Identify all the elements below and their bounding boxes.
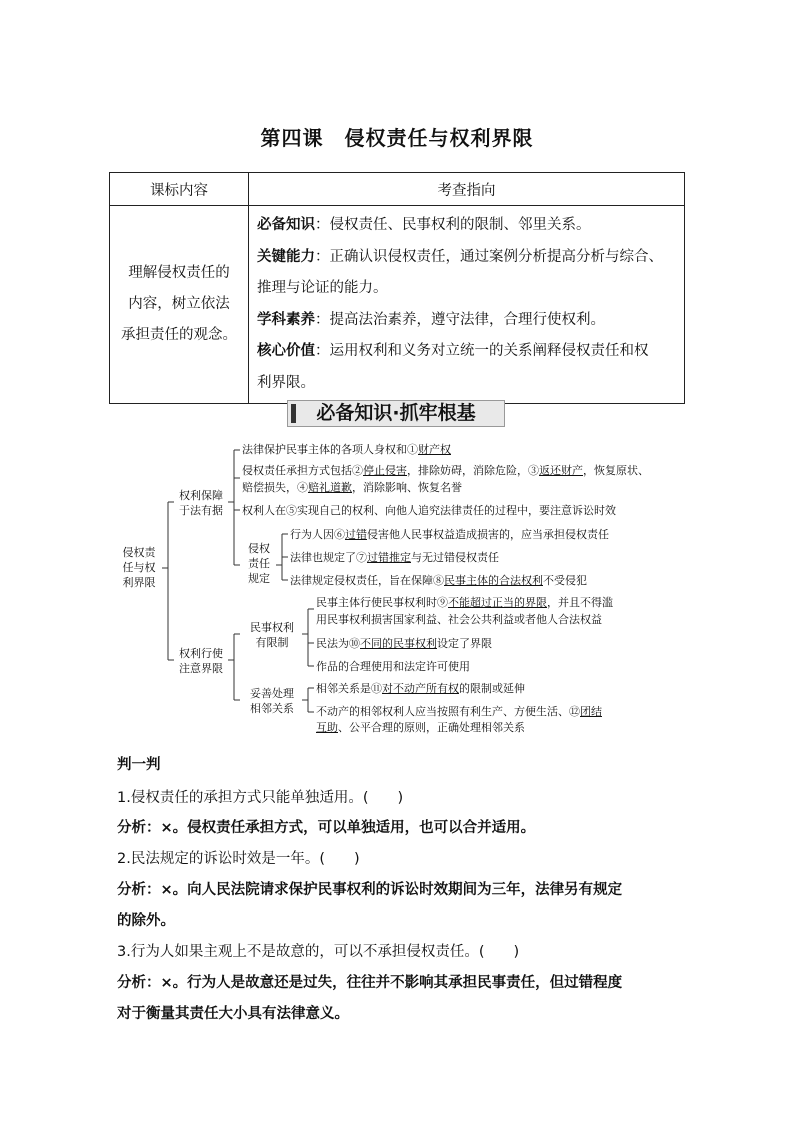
branch-rights-protection-line-2: 于法有据 <box>179 504 223 517</box>
answer-2-line-1: 分析：×。向人民法院请求保护民事权利的诉讼时效期间为三年，法律另有规定 <box>117 882 623 898</box>
s2-item-1-cont: 用民事权利损害国家利益、社会公共利益或者他人合法权益 <box>316 613 602 626</box>
s3-item-2-answer-a: 团结 <box>580 705 602 718</box>
ability-line <box>257 242 676 274</box>
table-header-row <box>110 173 685 206</box>
s1-item-2 <box>290 550 499 565</box>
sub-rights-restricted <box>242 620 302 650</box>
s1-item-3-text-a: 法律规定侵权责任，旨在保障⑧ <box>290 574 444 587</box>
sub-tort-rules-line-2: 责任 <box>248 557 270 570</box>
root-node <box>116 545 162 590</box>
ability-text: ：正确认识侵权责任，通过案例分析提高分析与综合、 <box>315 248 663 265</box>
connector-sub3-ticks <box>308 688 314 712</box>
standard-line-1: 理解侵权责任的 <box>128 265 230 281</box>
mind-map <box>110 432 690 742</box>
curriculum-table <box>109 172 685 404</box>
sub-tort-rules-line-1: 侵权 <box>248 542 270 555</box>
value-label: 核心价值 <box>257 343 315 359</box>
value-line-2: 利界限。 <box>257 374 315 391</box>
section-banner <box>287 400 505 427</box>
s1-item-2-text-a: 法律也规定了⑦ <box>290 551 367 564</box>
b1-item-1-text: 法律保护民事主体的各项人身权和① <box>242 443 418 456</box>
b1-item-1-answer: 财产权 <box>418 443 451 456</box>
s2-item-1-text-a: 民事主体行使民事权利时⑨ <box>316 596 448 609</box>
question-1: 1.侵权责任的承担方式只能单独适用。( ) <box>117 790 404 806</box>
b1-item-2 <box>242 463 649 478</box>
s3-item-2-cont <box>316 720 525 735</box>
s1-item-2-text-b: 与无过错侵权责任 <box>411 551 499 564</box>
root-line-1: 侵权责 <box>122 546 156 559</box>
b1-item-2-answer-2: 返还财产 <box>539 464 583 477</box>
b1-item-2-text-a: 侵权责任承担方式包括② <box>242 464 363 477</box>
s2-item-2-text-a: 民法为⑩ <box>316 637 360 650</box>
connector-b2-ticks <box>234 634 240 700</box>
knowledge-label: 必备知识 <box>257 217 315 233</box>
s3-item-2-answer-b: 互助 <box>316 721 338 734</box>
b1-item-2-answer-1: 停止侵害 <box>363 464 407 477</box>
standard-content <box>110 206 249 404</box>
connector-l1-ticks <box>168 502 174 660</box>
sub-rights-restricted-line-1: 民事权利 <box>250 621 294 634</box>
question-2: 2.民法规定的诉讼时效是一年。( ) <box>117 851 360 867</box>
s3-item-1-text-a: 相邻关系是⑪ <box>316 682 382 695</box>
knowledge-text: ：侵权责任、民事权利的限制、邻里关系。 <box>315 217 591 233</box>
s1-item-1 <box>290 527 609 542</box>
banner-text: 必备知识·抓牢根基 <box>316 402 476 424</box>
page-title: 第四课 侵权责任与权利界限 <box>260 126 534 150</box>
value-text: ：运用权利和义务对立统一的关系阐释侵权责任和权 <box>315 343 649 359</box>
s3-item-2 <box>316 704 602 719</box>
b1-item-2-cont <box>242 480 462 495</box>
s2-item-2-text-b: 设定了界限 <box>437 637 492 650</box>
ability-label: 关键能力 <box>257 248 315 265</box>
s3-item-2-text-b: 、公平合理的原则，正确处理相邻关系 <box>338 721 525 734</box>
value-line <box>257 336 676 368</box>
root-line-2: 任与权 <box>122 561 156 574</box>
b1-item-2-text-b: ，排除妨碍，消除危险，③ <box>407 464 539 477</box>
branch-rights-protection-line-1: 权利保障 <box>179 489 223 502</box>
s1-item-3-answer: 民事主体的合法权利 <box>444 574 543 587</box>
b1-item-3-answer: 赔礼道歉 <box>308 481 352 494</box>
answer-1: 分析：×。侵权责任承担方式，可以单独适用，也可以合并适用。 <box>117 820 536 836</box>
literacy-label: 学科素养 <box>257 311 315 328</box>
judge-heading: 判一判 <box>117 757 161 773</box>
answer-2-line-2: 的除外。 <box>117 913 175 929</box>
s2-item-2 <box>316 636 492 651</box>
s2-item-1 <box>316 595 613 610</box>
branch-rights-protection <box>174 488 228 518</box>
s3-item-1-answer: 对不动产所有权 <box>382 682 459 695</box>
answer-3-line-1: 分析：×。行为人是故意还是过失，往往并不影响其承担民事责任，但过错程度 <box>117 975 623 991</box>
s1-item-2-answer: 过错推定 <box>367 551 411 564</box>
sub-neighbor-relations-line-1: 妥善处理 <box>250 687 294 700</box>
connector-sub2-ticks <box>308 609 314 666</box>
standard-line-2: 内容，树立依法 <box>128 296 230 312</box>
answer-3-line-2: 对于衡量其责任大小具有法律意义。 <box>117 1006 349 1022</box>
s1-item-1-text-b: 侵害他人民事权益造成损害的，应当承担侵权责任 <box>367 528 609 541</box>
s1-item-3 <box>290 573 587 588</box>
b1-item-3: 权利人在⑤实现自己的权利、向他人追究法律责任的过程中，要注意诉讼时效 <box>242 504 616 517</box>
s3-item-1-text-b: 的限制或延伸 <box>459 682 525 695</box>
s1-item-1-answer: 过错 <box>345 528 367 541</box>
b1-item-3-text-a: 赔偿损失，④ <box>242 481 308 494</box>
branch-rights-limits-line-1: 权利行使 <box>179 647 223 660</box>
s1-item-1-text-a: 行为人因⑥ <box>290 528 345 541</box>
header-focus: 考查指向 <box>249 173 685 206</box>
sub-neighbor-relations <box>242 686 302 716</box>
literacy-text: ：提高法治素养，遵守法律，合理行使权利。 <box>315 311 605 328</box>
sub-tort-rules-line-3: 规定 <box>248 572 270 585</box>
s3-item-2-text-a: 不动产的相邻权利人应当按照有利生产、方便生活、⑫ <box>316 705 580 718</box>
root-line-3: 利界限 <box>122 576 156 589</box>
header-standard: 课标内容 <box>110 173 249 206</box>
s3-item-1 <box>316 681 525 696</box>
b1-item-1 <box>242 442 451 457</box>
sub-tort-rules <box>242 541 276 586</box>
connector-b1-ticks <box>234 450 240 565</box>
b1-item-2-text-c: ，恢复原状、 <box>583 464 649 477</box>
branch-rights-limits <box>174 646 228 676</box>
s2-item-1-answer: 不能超过正当的界限 <box>448 596 547 609</box>
s2-item-1-text-b: ，并且不得滥 <box>547 596 613 609</box>
b1-item-3-text-b: ，消除影响、恢复名誉 <box>352 481 462 494</box>
s2-item-3: 作品的合理使用和法定许可使用 <box>316 660 470 673</box>
standard-line-3: 承担责任的观念。 <box>121 327 237 343</box>
table-row <box>110 206 685 404</box>
branch-rights-limits-line-2: 注意界限 <box>179 662 223 675</box>
ability-line-2: 推理与论证的能力。 <box>257 280 388 296</box>
knowledge-line <box>257 210 676 242</box>
s1-item-3-text-b: 不受侵犯 <box>543 574 587 587</box>
sub-neighbor-relations-line-2: 相邻关系 <box>250 702 294 715</box>
focus-content <box>249 206 685 404</box>
question-3: 3.行为人如果主观上不是故意的，可以不承担侵权责任。( ) <box>117 944 520 960</box>
sub-rights-restricted-line-2: 有限制 <box>255 636 289 649</box>
banner-bar-icon <box>291 404 296 423</box>
connector-sub1-ticks <box>282 534 288 580</box>
s2-item-2-answer: 不同的民事权利 <box>360 637 437 650</box>
literacy-line <box>257 305 676 337</box>
